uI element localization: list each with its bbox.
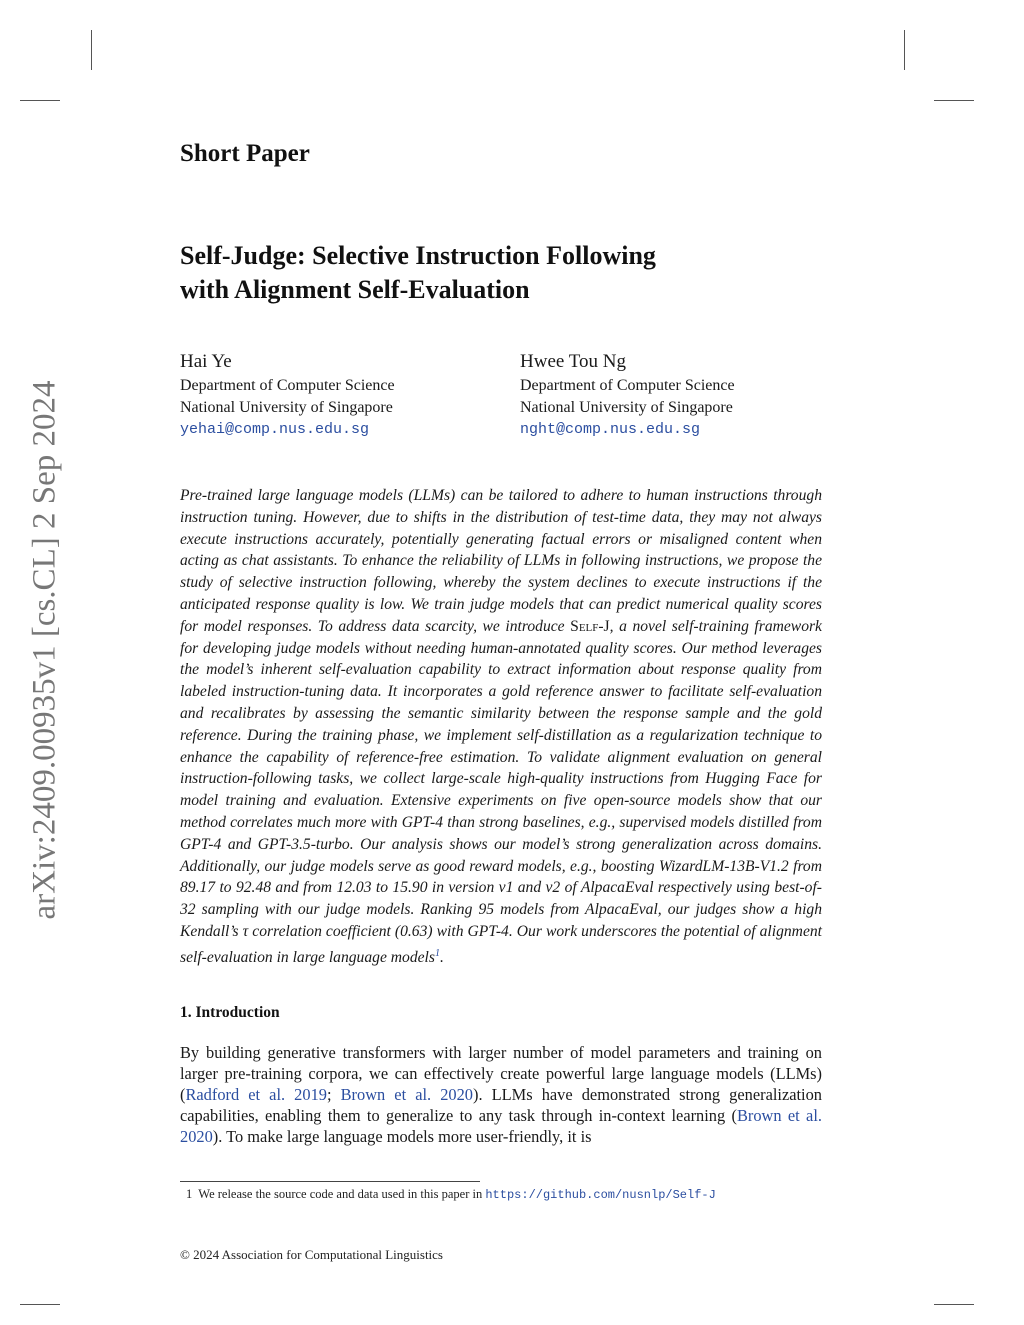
framework-name: Self-J bbox=[570, 617, 610, 635]
intro-text: ). LLMs have demonstrated strong generalization capabilities, enabling them to generalize to any task through in-context learning ( bbox=[180, 1085, 822, 1125]
abstract-end: . bbox=[439, 948, 444, 966]
intro-text: By building generative transformers with larger number of model parameters and training on larger pre-training corpora, we can effectively create powerful large language models (LLMs) ( bbox=[180, 1043, 822, 1104]
author-affiliation: National University of Singapore bbox=[180, 399, 393, 416]
author-name: Hai Ye bbox=[180, 351, 232, 372]
author-email[interactable]: yehai@comp.nus.edu.sg bbox=[180, 421, 370, 438]
citation-link[interactable]: Brown et al. 2020 bbox=[180, 1106, 822, 1146]
crop-mark bbox=[904, 30, 905, 70]
author-email[interactable]: nght@comp.nus.edu.sg bbox=[520, 421, 701, 438]
abstract-text-2: , a novel self-training framework for developing judge models without needing human-annotated quality scores. Our method leverages the model’s inherent self-evaluation capability to extract information about response quality from labeled instruction-tuning data. It incorporates a gold reference answer to facilitate self-evaluation and recalibrates by assessing the semantic similarity between the response sample and the gold reference. During the training phase, we implement self-distillation as a regularization technique to enhance the capability of reference-free estimation. To validate alignment evaluation on general instruction-following tasks, we collect large-scale high-quality instructions from Hugging Face for model training and evaluation. Extensive experiments on five open-source models show that our method correlates much more with GPT-4 than strong baselines, e.g., supervised models distilled from GPT-4 and GPT-3.5-turbo. Our analysis shows our model’s strong generalization across domains. Additionally, our judge models serve as good reward models, e.g., boosting WizardLM-13B-V1.2 from 89.17 to 92.48 and from 12.03 to 15.90 in version v1 and v2 of AlpacaEval respectively using best-of-32 sampling with our judge models. Ranking 95 models from AlpacaEval, our judges show a high Kendall’s τ correlation coefficient (0.63) with GPT-4. Our work underscores the potential of alignment self-evaluation in large language models bbox=[180, 617, 822, 966]
title-line-1: Self-Judge: Selective Instruction Following bbox=[180, 241, 656, 270]
crop-mark bbox=[20, 100, 60, 101]
footnote bbox=[186, 1187, 716, 1202]
paper-type-label: Short Paper bbox=[180, 140, 310, 167]
crop-mark bbox=[91, 30, 92, 70]
copyright-notice: © 2024 Association for Computational Linguistics bbox=[180, 1247, 443, 1262]
author-block-1 bbox=[180, 349, 395, 441]
citation-link[interactable]: Radford et al. 2019 bbox=[185, 1085, 327, 1104]
author-department: Department of Computer Science bbox=[180, 377, 395, 394]
arxiv-identifier: arXiv:2409.00935v1 [cs.CL] 2 Sep 2024 bbox=[26, 380, 63, 920]
section-heading: 1. Introduction bbox=[180, 1004, 280, 1021]
title-line-2: with Alignment Self-Evaluation bbox=[180, 275, 530, 304]
author-name: Hwee Tou Ng bbox=[520, 351, 626, 372]
author-block-2 bbox=[520, 349, 735, 441]
author-affiliation: National University of Singapore bbox=[520, 399, 733, 416]
abstract bbox=[180, 485, 822, 969]
source-code-link[interactable]: https://github.com/nusnlp/Self-J bbox=[485, 1188, 716, 1202]
intro-text: ; bbox=[326, 1085, 341, 1104]
footnote-divider bbox=[180, 1181, 480, 1182]
introduction-paragraph bbox=[180, 1042, 822, 1147]
abstract-text-1: Pre-trained large language models (LLMs) can be tailored to adhere to human instructions through instruction tuning. However, due to shifts in the distribution of test-time data, they may not always execute instructions accurately, potentially generating factual errors or misaligned content when acting as chat assistants. To enhance the reliability of LLMs in following instructions, we propose the study of selective instruction following, whereby the system declines to execute instructions if the anticipated response quality is low. We train judge models that can predict numerical quality scores for model responses. To address data scarcity, we introduce bbox=[180, 487, 822, 635]
intro-text: ). To make large language models more user-friendly, it is bbox=[212, 1127, 592, 1146]
crop-mark bbox=[934, 1304, 974, 1305]
author-department: Department of Computer Science bbox=[520, 377, 735, 394]
citation-link[interactable]: Brown et al. 2020 bbox=[340, 1085, 474, 1104]
footnote-text: We release the source code and data used in this paper in bbox=[198, 1187, 483, 1201]
crop-mark bbox=[934, 100, 974, 101]
paper-title bbox=[180, 239, 800, 307]
footnote-ref[interactable]: 1 bbox=[434, 947, 440, 959]
crop-mark bbox=[20, 1304, 60, 1305]
footnote-number: 1 bbox=[186, 1187, 193, 1201]
